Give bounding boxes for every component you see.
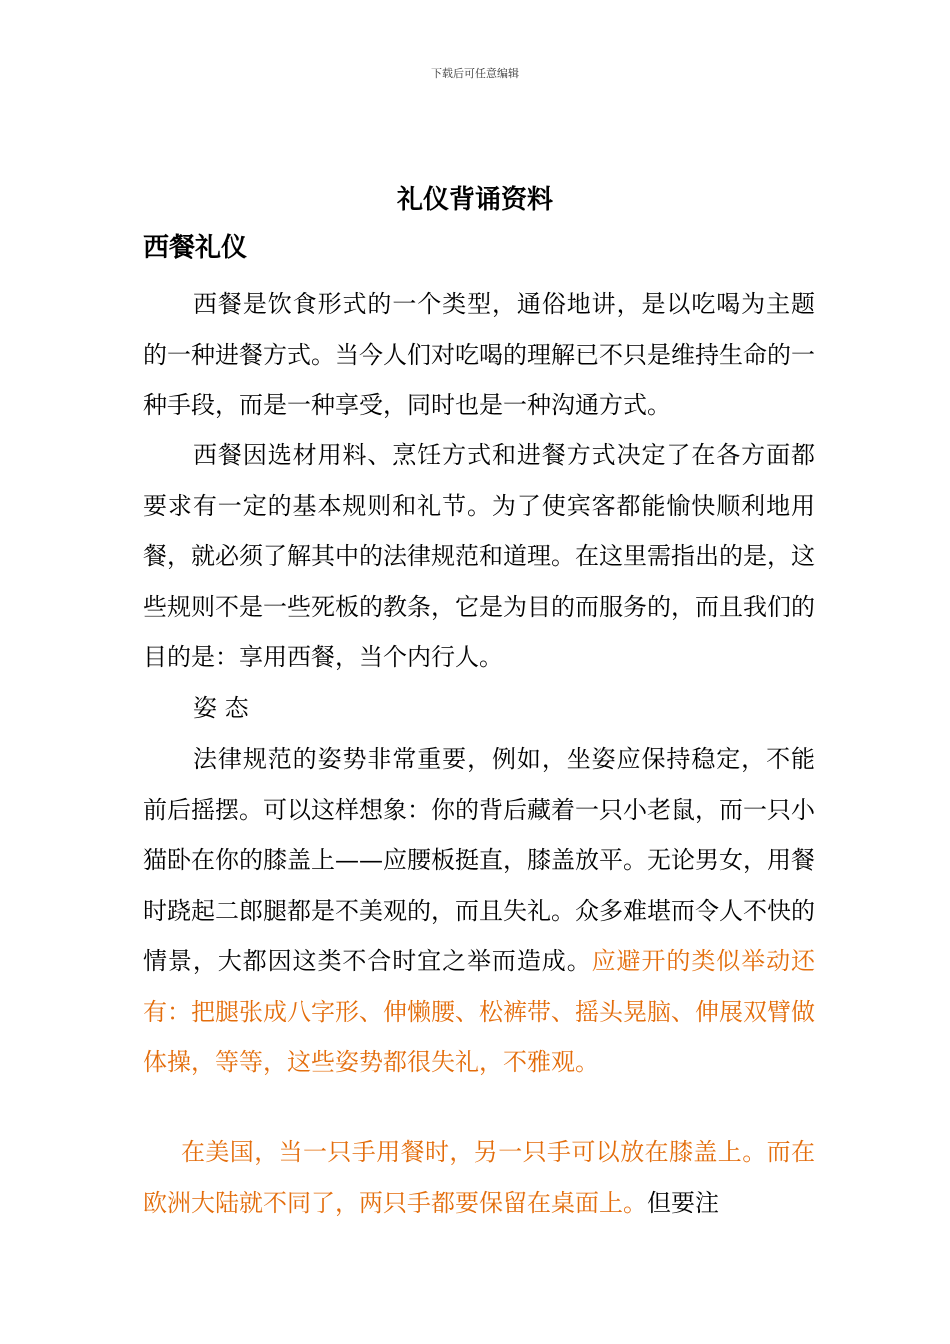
paragraph-text: 西餐是饮食形式的一个类型，通俗地讲，是以吃喝为主题的一种进餐方式。当今人们对吃喝的理解已不只是维持生命的一种手段，而是一种享受，同时也是一种沟通方式。 [143, 290, 815, 419]
subheading-posture [143, 683, 815, 734]
paragraph-text: 西餐因选材用料、烹饪方式和进餐方式决定了在各方面都要求有一定的基本规则和礼节。为了使宾客都能愉快顺利地用餐，就必须了解其中的法律规范和道理。在这里需指出的是，这些规则不是一些死板的教条，它是为目的而服务的，而且我们的目的是：享用西餐，当个内行人。 [143, 441, 815, 671]
paragraph-text-black: 法律规范的姿势非常重要，例如，坐姿应保持稳定，不能前后摇摆。可以这样想象：你的背后藏着一只小老鼠，而一只小猫卧在你的膝盖上——应腰板挺直，膝盖放平。无论男女，用餐时跷起二郎腿都是不美观的，而且失礼。众多难堪而令人不快的情景，大都因这类不合时宜之举而造成。 [143, 745, 815, 975]
header-note: 下载后可任意编辑 [431, 67, 519, 80]
paragraph-text-highlight: 应避开的类似举动还有：把腿张成八字形、伸懒腰、松裤带、摇头晃脑、伸展双臂做体操，等等，这些姿势都很失礼，不雅观。 [143, 947, 816, 1076]
paragraph-text-black: 但要注 [647, 1188, 719, 1217]
paragraph-intro [143, 279, 815, 431]
paragraph-posture [143, 734, 815, 1088]
paragraph-hands [143, 1127, 815, 1228]
paragraph-text [143, 1127, 815, 1228]
paragraph-rules [143, 430, 815, 683]
paragraph-text [143, 734, 815, 1088]
subheading-text: 姿 态 [193, 694, 249, 722]
section-heading: 西餐礼仪 [143, 233, 248, 263]
document-title: 礼仪背诵资料 [396, 185, 553, 215]
paragraph-text-highlight: 在美国，当一只手用餐时，另一只手可以放在膝盖上。而在欧洲大陆就不同了，两只手都要保留在桌面上。 [143, 1138, 815, 1217]
